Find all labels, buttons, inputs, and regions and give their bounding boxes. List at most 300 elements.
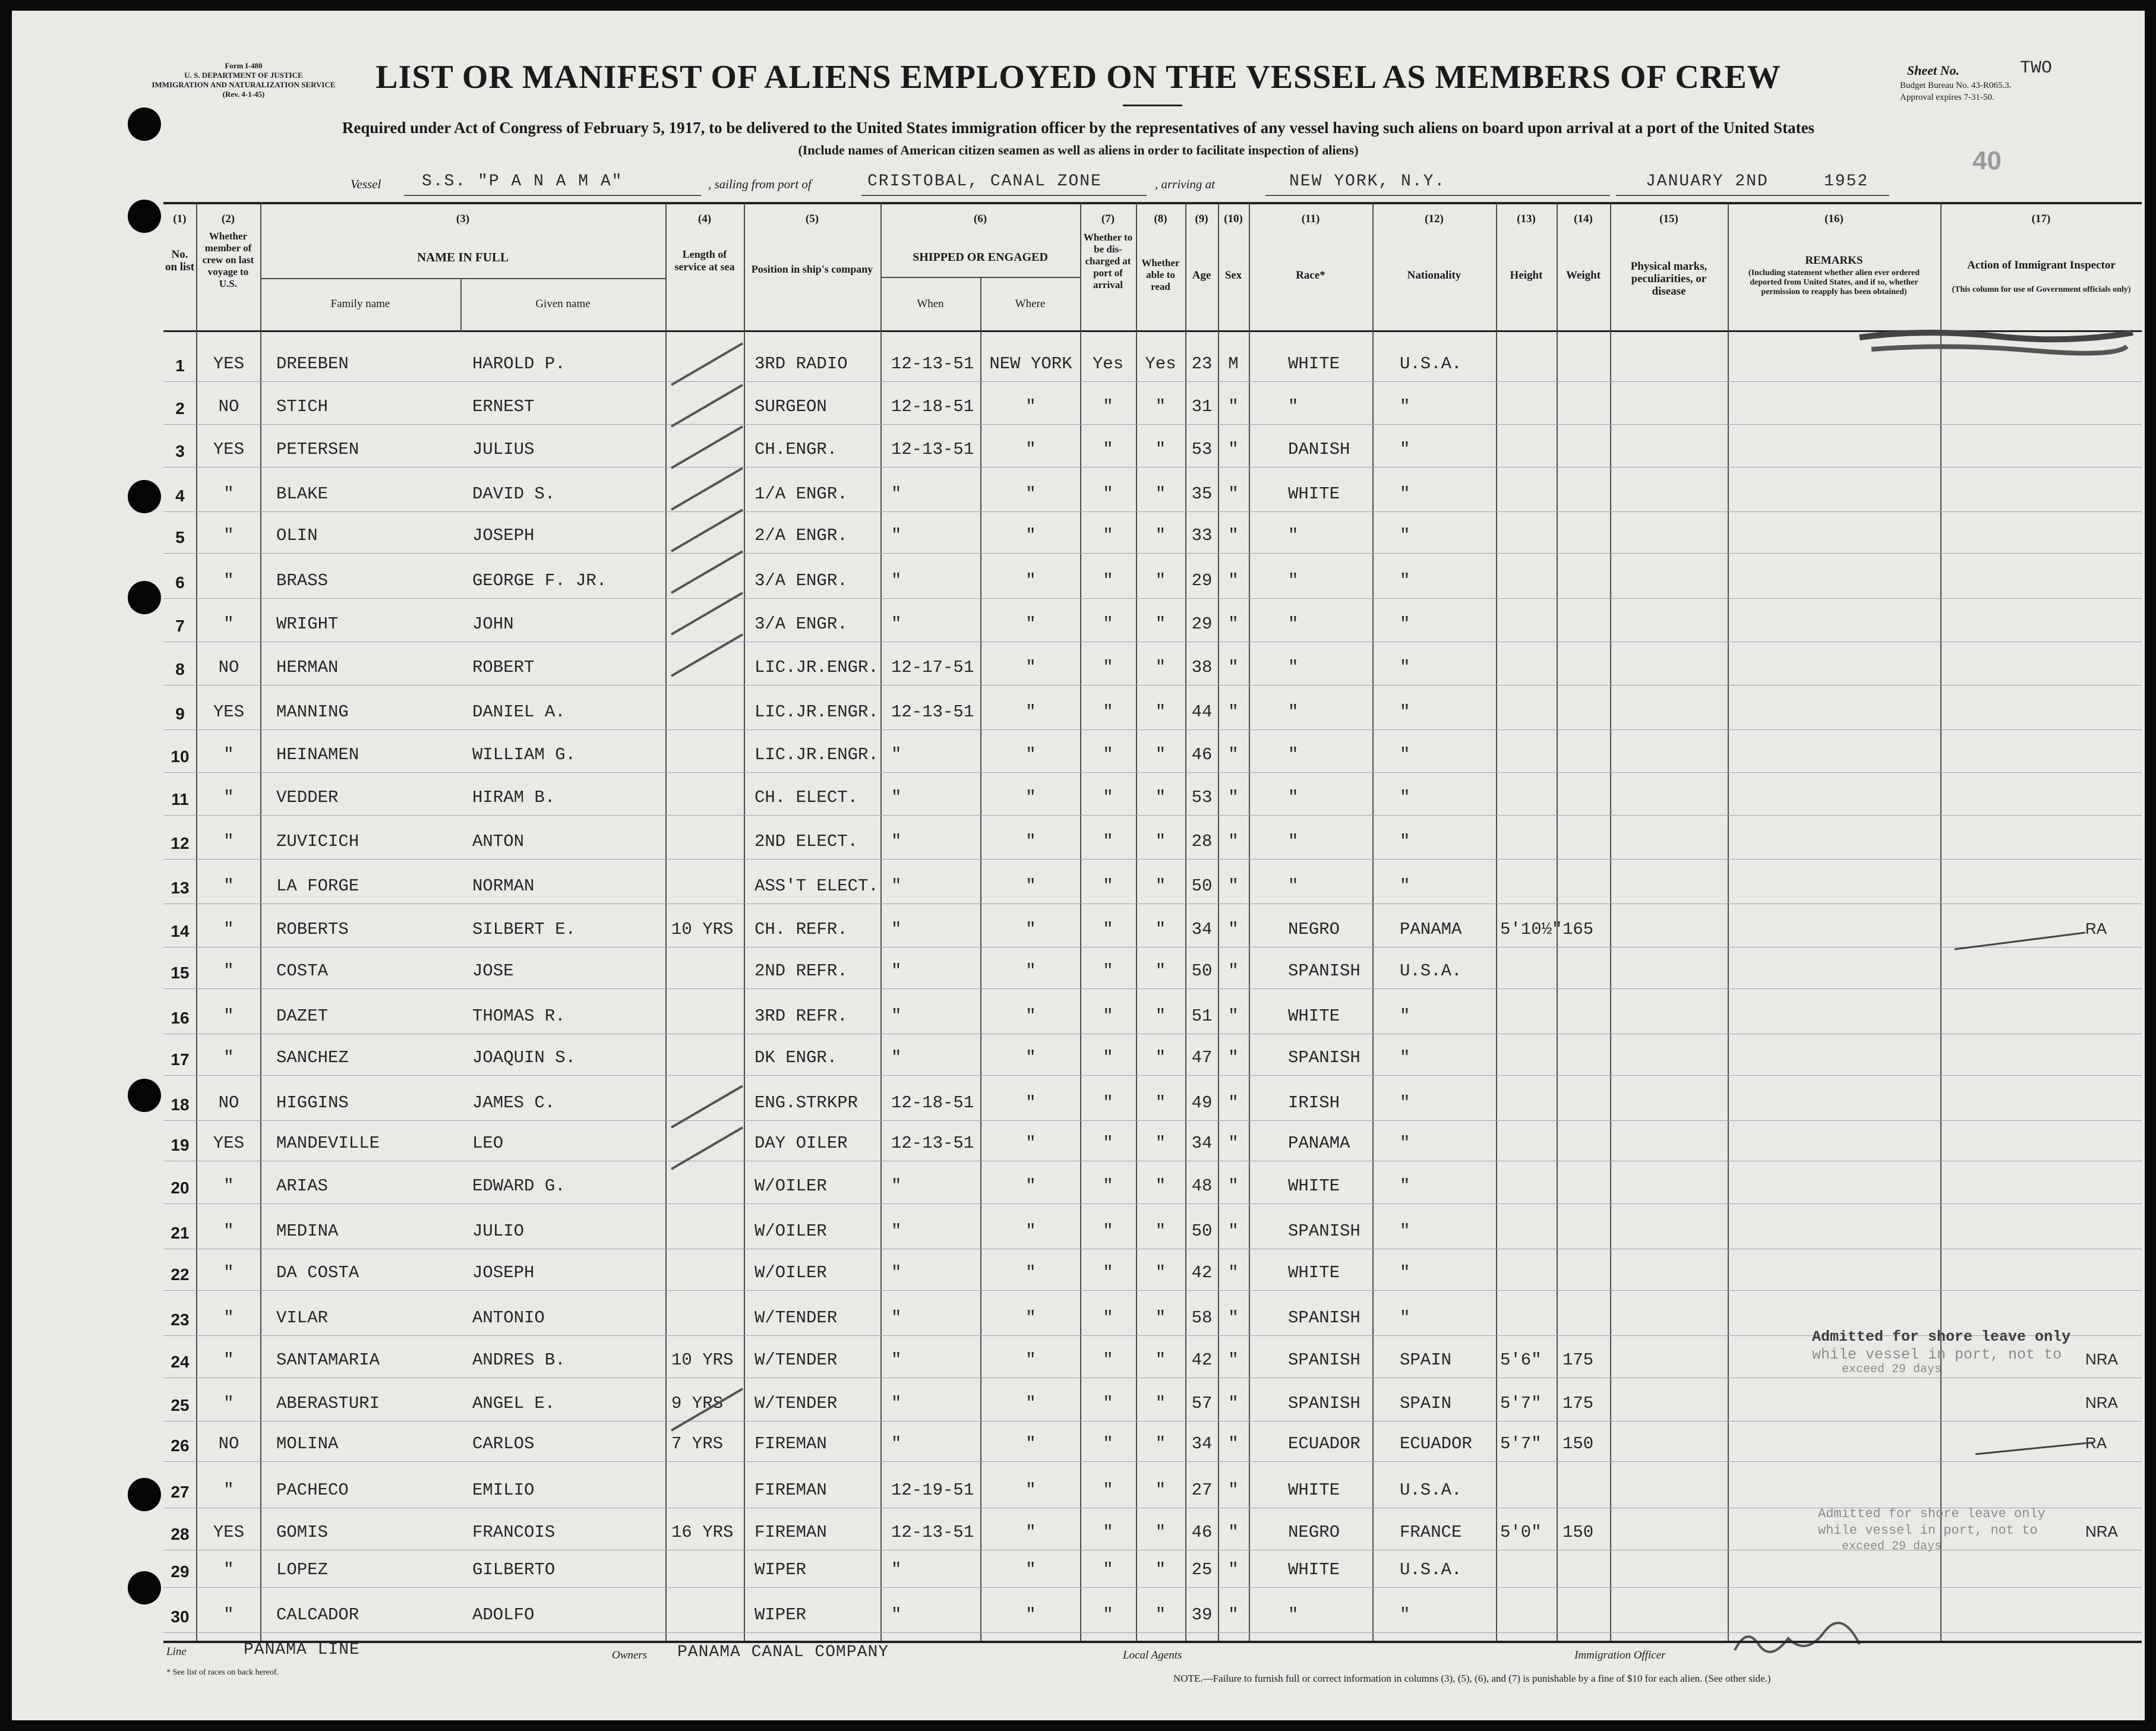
nationality-cell: U.S.A.: [1400, 961, 1462, 981]
nationality-cell: ECUADOR: [1400, 1434, 1472, 1454]
races-note: * See list of races on back hereof.: [166, 1668, 279, 1677]
age-cell: 27: [1191, 1480, 1213, 1500]
sex-cell: ": [1228, 920, 1239, 939]
able-to-read-cell: ": [1155, 1048, 1166, 1067]
shipped-where-cell: ": [1025, 658, 1036, 677]
position-cell: FIREMAN: [755, 1434, 827, 1454]
fine-note: NOTE.—Failure to furnish full or correct information in columns (3), (5), (6), and (7) is punishable by a fine of $10 for each alien. (See other side.): [1173, 1673, 1771, 1684]
prev-voyage-cell: ": [223, 1480, 234, 1500]
row-number: 12: [171, 834, 190, 852]
action-line-mark: [1949, 925, 2091, 955]
shipped-when-cell: ": [891, 1350, 902, 1370]
sex-cell: ": [1228, 745, 1239, 765]
action-cell: RA: [2085, 920, 2107, 937]
sex-cell: ": [1228, 440, 1239, 459]
action-cell: NRA: [2085, 1350, 2118, 1368]
prev-voyage-cell: YES: [213, 440, 245, 459]
age-cell: 25: [1191, 1560, 1213, 1580]
prev-voyage-cell: ": [223, 1350, 234, 1370]
discharged-cell: ": [1103, 1133, 1113, 1153]
family-name-cell: VEDDER: [276, 788, 339, 807]
nationality-cell: SPAIN: [1400, 1350, 1452, 1370]
given-name-cell: EDWARD G.: [472, 1176, 566, 1196]
race-cell: ": [1288, 571, 1299, 590]
able-to-read-cell: ": [1155, 1093, 1166, 1113]
row-rule: [163, 1461, 2142, 1462]
given-name-cell: JOHN: [472, 614, 514, 634]
given-name-cell: GEORGE F. JR.: [472, 571, 607, 590]
officer-label: Immigration Officer: [1574, 1649, 1666, 1661]
title-divider: [1123, 105, 1182, 106]
shipped-where-cell: ": [1025, 484, 1036, 504]
col-divider: [1728, 203, 1729, 1641]
able-to-read-cell: ": [1155, 571, 1166, 590]
discharged-cell: ": [1103, 1176, 1113, 1196]
discharged-cell: ": [1103, 614, 1113, 634]
able-to-read-cell: ": [1155, 1394, 1166, 1413]
able-to-read-cell: ": [1155, 1221, 1166, 1241]
position-cell: 2ND REFR.: [755, 961, 848, 981]
age-cell: 53: [1191, 440, 1213, 459]
col-num: (6): [973, 213, 987, 225]
shipped-where-cell: ": [1025, 1263, 1036, 1283]
nationality-cell: ": [1400, 1308, 1410, 1328]
line-value: PANAMA LINE: [244, 1641, 360, 1659]
redacted-scribble: [1854, 320, 2139, 367]
action-cell: RA: [2085, 1434, 2107, 1452]
action-cell: NRA: [2085, 1394, 2118, 1411]
row-rule: [163, 859, 2142, 860]
discharged-cell: ": [1103, 484, 1113, 504]
race-cell: WHITE: [1288, 1006, 1340, 1026]
arriving-label: , arriving at: [1155, 177, 1215, 191]
able-to-read-cell: ": [1155, 1133, 1166, 1153]
header-where: Where: [1015, 298, 1046, 310]
owners-value: PANAMA CANAL COMPANY: [677, 1643, 889, 1661]
row-rule: [163, 381, 2142, 382]
shipped-where-cell: ": [1025, 920, 1036, 939]
row-number: 20: [171, 1179, 190, 1197]
position-cell: 3RD RADIO: [755, 354, 848, 374]
shipped-when-cell: 12-18-51: [891, 397, 974, 416]
age-cell: 51: [1191, 1006, 1213, 1026]
race-cell: SPANISH: [1288, 1048, 1360, 1067]
shipped-when-cell: ": [891, 1263, 902, 1283]
inspector-signature: [1723, 1621, 1865, 1668]
given-name-cell: JOSE: [472, 961, 514, 981]
include-note: (Include names of American citizen seamen as well as aliens in order to facilitate inspection of aliens): [798, 143, 1359, 157]
sex-cell: ": [1228, 614, 1239, 634]
manifest-sheet: [12, 11, 2145, 1720]
prev-voyage-cell: ": [223, 1560, 234, 1580]
able-to-read-cell: ": [1155, 1605, 1166, 1625]
nationality-cell: U.S.A.: [1400, 354, 1462, 374]
race-cell: ": [1288, 788, 1299, 807]
col-num: (9): [1195, 213, 1208, 225]
nationality-cell: FRANCE: [1400, 1522, 1462, 1542]
col-divider: [260, 203, 261, 1641]
sex-cell: ": [1228, 484, 1239, 504]
prev-voyage-cell: YES: [213, 702, 245, 722]
able-to-read-cell: ": [1155, 1263, 1166, 1283]
family-name-cell: LA FORGE: [276, 876, 359, 896]
position-cell: DAY OILER: [755, 1133, 848, 1153]
height-cell: 5'10½": [1500, 920, 1562, 939]
service-length-cell: 9 YRS: [671, 1394, 724, 1413]
budget-bureau: Budget Bureau No. 43-R065.3.: [1900, 81, 2012, 90]
header-remarks-sub: (Including statement whether alien ever ordered deported from United States, and if so, whether permission to reapply has been obtained): [1748, 269, 1920, 296]
sex-cell: ": [1228, 1221, 1239, 1241]
shipped-when-cell: ": [891, 1434, 902, 1454]
nationality-cell: ": [1400, 526, 1410, 545]
shipped-where-cell: NEW YORK: [989, 354, 1072, 374]
agents-label: Local Agents: [1123, 1649, 1182, 1661]
prev-voyage-cell: ": [223, 1048, 234, 1067]
col-num: (13): [1517, 213, 1536, 225]
shipped-where-cell: ": [1025, 1434, 1036, 1454]
shipped-when-cell: 12-18-51: [891, 1093, 974, 1113]
shipped-when-cell: ": [891, 745, 902, 765]
row-number: 7: [175, 617, 185, 635]
position-cell: 3/A ENGR.: [755, 614, 848, 634]
row-rule: [163, 424, 2142, 425]
shipped-when-cell: ": [891, 1308, 902, 1328]
family-name-cell: ZUVICICH: [276, 832, 359, 851]
prev-voyage-cell: ": [223, 1394, 234, 1413]
race-cell: ": [1288, 702, 1299, 722]
prev-voyage-cell: ": [223, 832, 234, 851]
punch-hole: [128, 1478, 161, 1511]
family-name-cell: DREEBEN: [276, 354, 349, 374]
discharged-cell: ": [1103, 397, 1113, 416]
prev-voyage-cell: ": [223, 1308, 234, 1328]
position-cell: LIC.JR.ENGR.: [755, 745, 879, 765]
race-cell: ": [1288, 745, 1299, 765]
action-line-mark: [1972, 1436, 2097, 1460]
age-cell: 50: [1191, 1221, 1213, 1241]
shore-leave-stamp-2c: exceed 29 days: [1842, 1540, 1942, 1553]
family-name-cell: PETERSEN: [276, 440, 359, 459]
shipped-when-cell: 12-13-51: [891, 354, 974, 374]
discharged-cell: ": [1103, 1605, 1113, 1625]
discharged-cell: ": [1103, 440, 1113, 459]
shipped-when-cell: ": [891, 876, 902, 896]
row-number: 21: [171, 1224, 190, 1242]
prev-voyage-cell: ": [223, 1221, 234, 1241]
nationality-cell: U.S.A.: [1400, 1480, 1462, 1500]
nationality-cell: SPAIN: [1400, 1394, 1452, 1413]
shipped-when-cell: 12-17-51: [891, 658, 974, 677]
shipped-when-cell: 12-19-51: [891, 1480, 974, 1500]
row-rule: [163, 772, 2142, 773]
given-name-cell: CARLOS: [472, 1434, 535, 1454]
able-to-read-cell: ": [1155, 1350, 1166, 1370]
sex-cell: ": [1228, 1093, 1239, 1113]
family-name-cell: COSTA: [276, 961, 329, 981]
col-num: (16): [1824, 213, 1844, 225]
shipped-where-cell: ": [1025, 1560, 1036, 1580]
row-number: 10: [171, 747, 190, 766]
sex-cell: ": [1228, 788, 1239, 807]
col-num: (3): [456, 213, 470, 225]
given-name-cell: JULIO: [472, 1221, 525, 1241]
race-cell: ": [1288, 832, 1299, 851]
able-to-read-cell: ": [1155, 614, 1166, 634]
punch-hole: [128, 200, 161, 233]
sex-cell: ": [1228, 832, 1239, 851]
prev-voyage-cell: ": [223, 961, 234, 981]
given-name-cell: ADOLFO: [472, 1605, 535, 1625]
shipped-when-cell: ": [891, 788, 902, 807]
shore-leave-stamp-2b: while vessel in port, not to: [1818, 1523, 2038, 1538]
given-name-cell: JULIUS: [472, 440, 535, 459]
header-discharged: Whether to be dis-charged at port of arrival: [1083, 232, 1133, 290]
position-cell: ASS'T ELECT.: [755, 876, 879, 896]
race-cell: SPANISH: [1288, 961, 1360, 981]
footer-rule: [163, 1641, 2142, 1643]
nationality-cell: ": [1400, 876, 1410, 896]
family-name-cell: ABERASTURI: [276, 1394, 380, 1413]
header-length-of-service: Length of service at sea: [674, 248, 735, 273]
prev-voyage-cell: YES: [213, 1133, 245, 1153]
punch-hole: [128, 480, 161, 513]
prev-voyage-cell: YES: [213, 354, 245, 374]
prev-voyage-cell: ": [223, 1006, 234, 1026]
header-action: Action of Immigrant Inspector: [1967, 259, 2116, 271]
position-cell: SURGEON: [755, 397, 827, 416]
discharged-cell: ": [1103, 702, 1113, 722]
able-to-read-cell: ": [1155, 788, 1166, 807]
arriving-port: NEW YORK, N.Y.: [1289, 172, 1446, 191]
header-whether-member: Whether member of crew on last voyage to U.S.: [202, 230, 254, 289]
col-divider: [1249, 203, 1250, 1641]
row-number: 22: [171, 1265, 190, 1284]
position-cell: W/OILER: [755, 1221, 827, 1241]
race-cell: WHITE: [1288, 1480, 1340, 1500]
given-name-cell: NORMAN: [472, 876, 535, 896]
given-name-cell: EMILIO: [472, 1480, 535, 1500]
race-cell: SPANISH: [1288, 1394, 1360, 1413]
nationality-cell: ": [1400, 397, 1410, 416]
shipped-when-cell: ": [891, 614, 902, 634]
row-number: 29: [171, 1562, 190, 1581]
sex-cell: ": [1228, 1006, 1239, 1026]
row-rule: [163, 1290, 2142, 1291]
legal-requirement: Required under Act of Congress of February 5, 1917, to be delivered to the United States immigration officer by the representatives of any vessel having such aliens on board upon arrival at a port of the United States: [342, 119, 1815, 137]
position-cell: 2/A ENGR.: [755, 526, 848, 545]
shore-leave-stamp-1c: exceed 29 days: [1842, 1363, 1942, 1376]
family-name-cell: SANCHEZ: [276, 1048, 349, 1067]
position-cell: 2ND ELECT.: [755, 832, 858, 851]
punch-hole: [128, 1079, 161, 1112]
sheet-label: Sheet No.: [1907, 63, 1959, 78]
arriving-underline: [1265, 195, 1610, 196]
prev-voyage-cell: ": [223, 1176, 234, 1196]
position-cell: 1/A ENGR.: [755, 484, 848, 504]
shipped-when-cell: 12-13-51: [891, 1133, 974, 1153]
able-to-read-cell: ": [1155, 526, 1166, 545]
prev-voyage-cell: ": [223, 920, 234, 939]
col-divider: [1496, 203, 1497, 1641]
header-nationality: Nationality: [1407, 269, 1461, 282]
nationality-cell: ": [1400, 1605, 1410, 1625]
shipped-where-cell: ": [1025, 440, 1036, 459]
age-cell: 46: [1191, 745, 1213, 765]
position-cell: FIREMAN: [755, 1480, 827, 1500]
nationality-cell: ": [1400, 484, 1410, 504]
able-to-read-cell: ": [1155, 1560, 1166, 1580]
discharged-cell: ": [1103, 1350, 1113, 1370]
service-length-cell: 10 YRS: [671, 920, 734, 939]
row-rule: [163, 553, 2142, 554]
age-cell: 44: [1191, 702, 1213, 722]
row-number: 9: [175, 705, 185, 723]
nationality-cell: ": [1400, 571, 1410, 590]
age-cell: 29: [1191, 571, 1213, 590]
position-cell: CH. REFR.: [755, 920, 848, 939]
family-name-cell: MANNING: [276, 702, 349, 722]
race-cell: WHITE: [1288, 484, 1340, 504]
shipped-when-cell: ": [891, 1176, 902, 1196]
able-to-read-cell: Yes: [1145, 354, 1176, 374]
sex-cell: ": [1228, 1308, 1239, 1328]
able-to-read-cell: ": [1155, 1522, 1166, 1542]
age-cell: 42: [1191, 1263, 1213, 1283]
weight-cell: 150: [1562, 1434, 1594, 1454]
col-divider: [1610, 203, 1611, 1641]
header-race: Race*: [1296, 269, 1325, 282]
discharged-cell: ": [1103, 658, 1113, 677]
discharged-cell: ": [1103, 1093, 1113, 1113]
shipped-where-cell: ": [1025, 1480, 1036, 1500]
shipped-where-cell: ": [1025, 702, 1036, 722]
weight-cell: 165: [1562, 920, 1594, 939]
nationality-cell: ": [1400, 1263, 1410, 1283]
nationality-cell: ": [1400, 788, 1410, 807]
age-cell: 58: [1191, 1308, 1213, 1328]
race-cell: PANAMA: [1288, 1133, 1350, 1153]
family-name-cell: ROBERTS: [276, 920, 349, 939]
nationality-cell: ": [1400, 702, 1410, 722]
position-cell: LIC.JR.ENGR.: [755, 658, 879, 677]
row-rule: [163, 815, 2142, 816]
date-underline: [1616, 195, 1889, 196]
col-num: (1): [173, 213, 187, 225]
header-weight: Weight: [1565, 269, 1601, 282]
family-name-cell: MEDINA: [276, 1221, 339, 1241]
shipped-where-cell: ": [1025, 1133, 1036, 1153]
position-cell: W/TENDER: [755, 1350, 838, 1370]
age-cell: 46: [1191, 1522, 1213, 1542]
prev-voyage-cell: ": [223, 876, 234, 896]
col-num: (14): [1574, 213, 1593, 225]
discharged-cell: ": [1103, 1221, 1113, 1241]
given-name-cell: DAVID S.: [472, 484, 555, 504]
row-rule: [163, 1075, 2142, 1076]
row-number: 2: [175, 399, 185, 418]
sex-cell: ": [1228, 526, 1239, 545]
age-cell: 35: [1191, 484, 1213, 504]
name-subheader-rule: [261, 278, 665, 279]
service-checkmarks: [654, 331, 772, 1638]
header-family-name: Family name: [330, 298, 390, 310]
able-to-read-cell: ": [1155, 961, 1166, 981]
row-rule: [163, 467, 2142, 468]
height-cell: 5'7": [1500, 1394, 1542, 1413]
discharged-cell: ": [1103, 1560, 1113, 1580]
race-cell: NEGRO: [1288, 1522, 1340, 1542]
height-cell: 5'6": [1500, 1350, 1542, 1370]
shipped-where-cell: ": [1025, 1605, 1036, 1625]
row-number: 26: [171, 1436, 190, 1455]
given-name-cell: ANGEL E.: [472, 1394, 555, 1413]
race-cell: ": [1288, 397, 1299, 416]
given-name-cell: SILBERT E.: [472, 920, 576, 939]
discharged-cell: ": [1103, 876, 1113, 896]
owners-label: Owners: [612, 1649, 648, 1661]
age-cell: 38: [1191, 658, 1213, 677]
header-remarks: REMARKS: [1805, 254, 1863, 267]
given-name-cell: JAMES C.: [472, 1093, 555, 1113]
shipped-when-cell: ": [891, 484, 902, 504]
row-number: 27: [171, 1483, 190, 1501]
able-to-read-cell: ": [1155, 832, 1166, 851]
line-label: Line: [166, 1645, 187, 1658]
shipped-when-cell: ": [891, 1006, 902, 1026]
discharged-cell: ": [1103, 1394, 1113, 1413]
shipped-where-cell: ": [1025, 1048, 1036, 1067]
arrival-date: JANUARY 2ND: [1646, 172, 1769, 191]
race-cell: ": [1288, 876, 1299, 896]
race-cell: WHITE: [1288, 1560, 1340, 1580]
shipped-where-cell: ": [1025, 1176, 1036, 1196]
shipped-where-cell: ": [1025, 1221, 1036, 1241]
row-number: 11: [171, 790, 189, 808]
sex-cell: ": [1228, 1434, 1239, 1454]
col-num: (5): [805, 213, 819, 225]
sex-cell: ": [1228, 961, 1239, 981]
given-name-cell: ANDRES B.: [472, 1350, 566, 1370]
shipped-where-cell: ": [1025, 876, 1036, 896]
sex-cell: ": [1228, 397, 1239, 416]
nationality-cell: ": [1400, 1006, 1410, 1026]
shipped-where-cell: ": [1025, 571, 1036, 590]
shipped-when-cell: ": [891, 1560, 902, 1580]
row-rule: [163, 685, 2142, 686]
position-cell: W/OILER: [755, 1263, 827, 1283]
col-num: (2): [221, 213, 235, 225]
shipped-where-cell: ": [1025, 614, 1036, 634]
department: U. S. DEPARTMENT OF JUSTICE: [184, 71, 303, 80]
col-num: (12): [1425, 213, 1444, 225]
nationality-cell: U.S.A.: [1400, 1560, 1462, 1580]
discharged-cell: ": [1103, 1434, 1113, 1454]
family-name-cell: DAZET: [276, 1006, 329, 1026]
col-num: (17): [2031, 213, 2051, 225]
header-when: When: [917, 298, 944, 310]
row-number: 18: [171, 1095, 190, 1114]
family-name-cell: PACHECO: [276, 1480, 349, 1500]
row-number: 16: [171, 1009, 190, 1027]
discharged-cell: ": [1103, 745, 1113, 765]
position-cell: CH.ENGR.: [755, 440, 838, 459]
prev-voyage-cell: NO: [218, 1093, 239, 1113]
nationality-cell: ": [1400, 658, 1410, 677]
prev-voyage-cell: ": [223, 745, 234, 765]
prev-voyage-cell: YES: [213, 1522, 245, 1542]
family-name-cell: STICH: [276, 397, 329, 416]
sailing-underline: [861, 195, 1147, 196]
